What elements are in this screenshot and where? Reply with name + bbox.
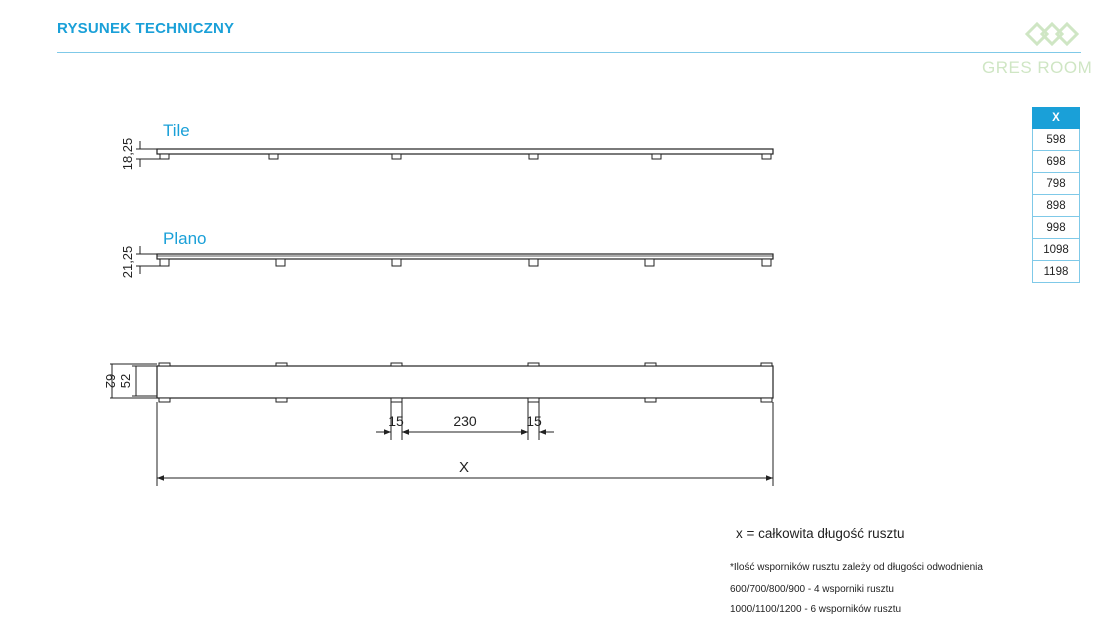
plano-height-dimension bbox=[136, 246, 160, 274]
channel-length-value: X bbox=[458, 459, 470, 476]
channel-support bbox=[761, 363, 772, 366]
channel-support bbox=[276, 363, 287, 366]
plano-grate-supports bbox=[160, 259, 771, 266]
support-count-note: 600/700/800/900 - 4 wsporniki rusztu bbox=[730, 584, 894, 595]
length-table-cell: 798 bbox=[1033, 173, 1080, 195]
plano-grate-body bbox=[157, 254, 773, 259]
support-count-note: *Ilość wsporników rusztu zależy od długości odwodnienia bbox=[730, 562, 983, 573]
tile-grate bbox=[120, 121, 773, 170]
channel-side-view bbox=[103, 363, 773, 486]
plano-height-value: 21,25 bbox=[120, 245, 135, 279]
length-table-cell: 598 bbox=[1033, 129, 1080, 151]
grate-support bbox=[392, 154, 401, 159]
channel-support bbox=[645, 398, 656, 402]
channel-support bbox=[645, 363, 656, 366]
brand-name: GRES ROOM bbox=[982, 58, 1093, 77]
plano-grate bbox=[120, 229, 773, 278]
tile-grate-supports bbox=[160, 154, 771, 159]
channel-body bbox=[157, 366, 773, 398]
grate-support bbox=[529, 154, 538, 159]
support-width-left-value: 15 bbox=[388, 413, 404, 429]
grate-support bbox=[269, 154, 278, 159]
grate-support bbox=[529, 259, 538, 266]
grate-support bbox=[160, 154, 169, 159]
channel-support bbox=[528, 363, 539, 366]
channel-outer-height-value: 62 bbox=[103, 373, 118, 389]
channel-support bbox=[391, 398, 402, 402]
grate-support bbox=[652, 154, 661, 159]
channel-bottom-supports bbox=[159, 398, 772, 402]
channel-support bbox=[276, 398, 287, 402]
channel-support bbox=[159, 363, 170, 366]
grate-support bbox=[645, 259, 654, 266]
tile-height-value: 18,25 bbox=[120, 137, 135, 171]
channel-support bbox=[391, 363, 402, 366]
length-table-cell: 998 bbox=[1033, 217, 1080, 239]
length-legend: x = całkowita długość rusztu bbox=[736, 526, 905, 541]
grate-support bbox=[160, 259, 169, 266]
channel-support bbox=[159, 398, 170, 402]
grate-support bbox=[392, 259, 401, 266]
grate-support bbox=[762, 154, 771, 159]
length-table-cell: 1098 bbox=[1033, 239, 1080, 261]
tile-label: Tile bbox=[163, 121, 190, 140]
channel-inner-height-value: 52 bbox=[118, 373, 133, 389]
tile-grate-body bbox=[157, 149, 773, 154]
length-table-header: X bbox=[1033, 108, 1080, 129]
length-table-cell: 698 bbox=[1033, 151, 1080, 173]
length-table-cell: 898 bbox=[1033, 195, 1080, 217]
channel-support bbox=[761, 398, 772, 402]
grate-support bbox=[276, 259, 285, 266]
page-title: RYSUNEK TECHNICZNY bbox=[57, 20, 235, 37]
channel-support bbox=[528, 398, 539, 402]
plano-label: Plano bbox=[163, 229, 207, 248]
support-count-note: 1000/1100/1200 - 6 wsporników rusztu bbox=[730, 604, 902, 615]
grate-support bbox=[762, 259, 771, 266]
support-width-right-value: 15 bbox=[526, 413, 542, 429]
length-table-cell: 1198 bbox=[1033, 261, 1080, 283]
support-spacing-value: 230 bbox=[453, 413, 477, 429]
